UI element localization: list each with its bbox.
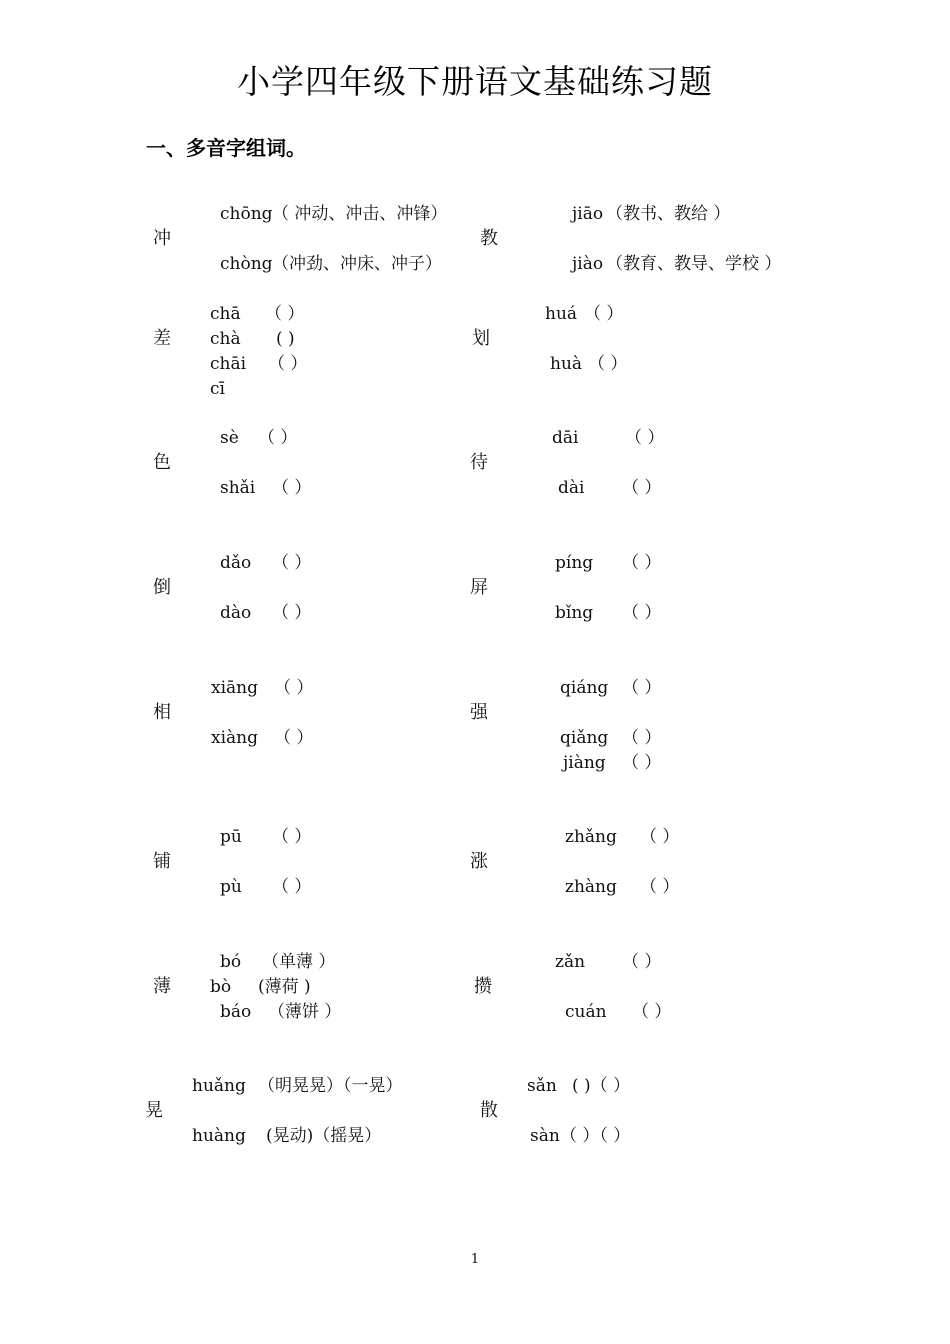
answer-blank: （ ） [622, 728, 662, 748]
answer-blank: （ ） [622, 678, 662, 698]
pinyin: chā [210, 304, 241, 324]
pinyin: sǎn [527, 1076, 557, 1096]
char-jiao: 教 [480, 228, 498, 249]
pinyin: shǎi [220, 478, 256, 498]
char-pu: 铺 [153, 851, 171, 872]
answer-words: （冲劲、冲床、冲子） [272, 254, 442, 274]
answer-blank: （ ） [265, 304, 305, 324]
pinyin: zǎn [555, 952, 586, 972]
answer-blank: （ ） [622, 952, 662, 972]
pinyin: zhǎng [565, 827, 617, 847]
char-san: 散 [480, 1100, 498, 1121]
pinyin: huà [550, 354, 583, 374]
pinyin: dào [220, 603, 252, 623]
char-bo: 薄 [153, 976, 171, 997]
pinyin: bǐng [555, 603, 594, 623]
pinyin: chà [210, 329, 241, 349]
char-ping: 屏 [470, 577, 488, 598]
pinyin: sè [220, 428, 239, 448]
answer-blank: ( )（ ） [572, 1076, 631, 1096]
pinyin: huǎng [192, 1076, 246, 1096]
answer-words: （教书、教给 ） [606, 204, 731, 224]
answer-blank: （ ）（ ） [560, 1126, 631, 1146]
char-cha: 差 [153, 328, 171, 349]
answer-blank: （ ） [268, 354, 308, 374]
pinyin: chāi [210, 354, 247, 374]
char-dao: 倒 [153, 577, 171, 598]
pinyin: huá [545, 304, 578, 324]
answer-blank: （ ） [640, 827, 680, 847]
pinyin: pū [220, 827, 242, 847]
answer-blank: ( ) [276, 329, 295, 349]
pinyin: jiàng [563, 753, 606, 773]
char-zan: 攒 [474, 976, 492, 997]
answer-blank: （ ） [274, 678, 314, 698]
answer-blank: （ ） [622, 753, 662, 773]
pinyin: chòng [220, 254, 273, 274]
pinyin: bò [210, 977, 232, 997]
pinyin: xiàng [211, 728, 258, 748]
pinyin: jiāo [572, 204, 604, 224]
answer-blank: （ ） [588, 354, 628, 374]
char-dai: 待 [470, 452, 488, 473]
pinyin: chōng [220, 204, 273, 224]
pinyin: cī [210, 379, 225, 399]
char-xiang: 相 [153, 702, 171, 723]
answer-words: （ 冲动、冲击、冲锋） [272, 204, 448, 224]
pinyin: pù [220, 877, 242, 897]
answer-words: (晃动)（摇晃） [266, 1126, 382, 1146]
char-zhang: 涨 [470, 851, 488, 872]
pinyin: zhàng [565, 877, 617, 897]
answer-blank: （ ） [274, 728, 314, 748]
pinyin: huàng [192, 1126, 246, 1146]
answer-blank: （ ） [622, 478, 662, 498]
pinyin: píng [555, 553, 594, 573]
pinyin: cuán [565, 1002, 607, 1022]
char-hua: 划 [472, 328, 490, 349]
answer-words: （明晃晃）（一晃） [258, 1076, 403, 1096]
page-number: 1 [470, 1252, 480, 1267]
answer-blank: （ ） [625, 428, 665, 448]
char-qiang: 强 [470, 702, 488, 723]
answer-blank: （ ） [584, 304, 624, 324]
pinyin: qiǎng [560, 728, 609, 748]
answer-blank: （ ） [622, 553, 662, 573]
answer-blank: （ ） [258, 428, 298, 448]
pinyin: báo [220, 1002, 252, 1022]
answer-blank: （ ） [272, 877, 312, 897]
page-title: 小学四年级下册语文基础练习题 [237, 62, 713, 101]
char-huang: 晃 [145, 1100, 163, 1121]
answer-blank: （ ） [622, 603, 662, 623]
pinyin: jiào [572, 254, 604, 274]
pinyin: dài [558, 478, 585, 498]
char-chong: 冲 [153, 228, 171, 249]
char-se: 色 [153, 452, 171, 473]
answer-words: (薄荷 ) [258, 977, 311, 997]
pinyin: qiáng [560, 678, 609, 698]
answer-words: （教育、教导、学校 ） [606, 254, 782, 274]
pinyin: dāi [552, 428, 579, 448]
answer-blank: （ ） [632, 1002, 672, 1022]
answer-blank: （ ） [272, 478, 312, 498]
pinyin: bó [220, 952, 242, 972]
answer-blank: （ ） [272, 603, 312, 623]
answer-blank: （ ） [640, 877, 680, 897]
pinyin: sàn [530, 1126, 560, 1146]
answer-blank: （ ） [272, 827, 312, 847]
pinyin: dǎo [220, 553, 252, 573]
section-heading: 一、多音字组词。 [146, 136, 306, 160]
answer-words: （薄饼 ） [268, 1002, 342, 1022]
pinyin: xiāng [211, 678, 258, 698]
answer-words: （单薄 ） [262, 952, 336, 972]
answer-blank: （ ） [272, 553, 312, 573]
